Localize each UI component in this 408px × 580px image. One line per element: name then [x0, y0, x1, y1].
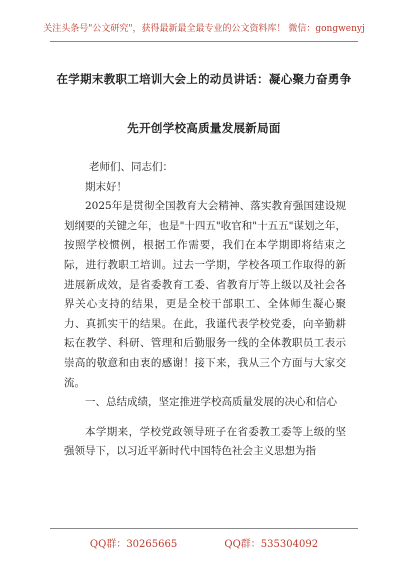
document-title-line2: 先开创学校高质量发展新局面 — [127, 121, 281, 135]
header-divider — [50, 41, 358, 42]
document-title-line1: 在学期末教职工培训大会上的动员讲话：凝心聚力奋勇争 — [56, 72, 352, 86]
section-heading-1: 一、总结成绩，坚定推进学校高质量发展的决心和信心 — [85, 396, 337, 409]
header-note: 关注头条号"公文研究"，获得最新最全最专业的公文资料库！ 微信：gongwenyj — [43, 24, 365, 34]
greeting: 期末好！ — [85, 180, 127, 193]
paragraph-section1: 本学期来，学校党政领导班子在省委教工委等上级的坚强领导下，以习近平新时代中国特色社会主义思想为指 — [64, 425, 346, 458]
footer-qq-group-1: QQ群：30265665 — [89, 539, 178, 550]
footer-divider — [50, 528, 358, 529]
footer — [0, 535, 408, 550]
document-body — [64, 150, 346, 462]
footer-qq-group-2: QQ群：535304092 — [224, 539, 319, 550]
paragraph-intro: 2025年是贯彻全国教育大会精神、落实教育强国建设规划纲要的关键之年，也是"十四五"收官和"十五五"谋划之年，按照学校惯例，根据工作需要，我们在本学期即将结束之际，进行教职工培训。过去一学期，学校各项工作取得的新进展新成效，是省委教育工委、省教育厅等上级以及社会各界关心支持的结果，更是全校干部职工、全体师生凝心聚力、真抓实干的结果。在此，我谨代表学校党委，向辛勤耕耘在教学、科研、管理和后勤服务一线的全体教职员工表示崇高的敬意和由衷的感谢！接下来，我从三个方面与大家交流。 — [64, 200, 346, 389]
salutation: 老师们、同志们： — [89, 161, 173, 173]
